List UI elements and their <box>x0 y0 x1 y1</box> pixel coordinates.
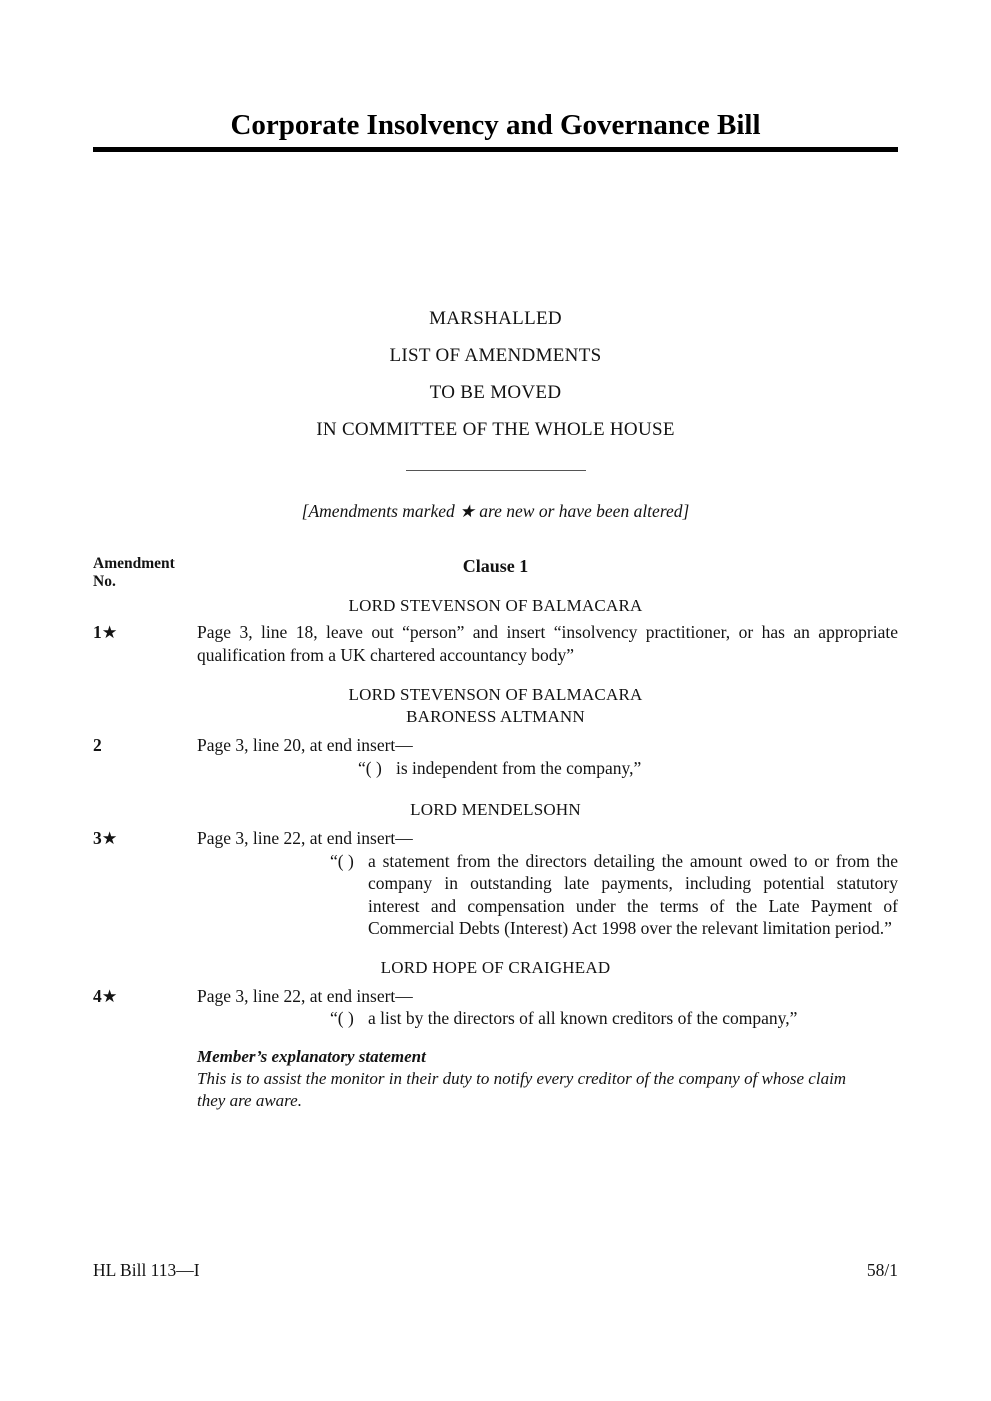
amendment-body-4 <box>93 985 898 1030</box>
marshalled-heading-block <box>0 300 991 448</box>
insert-text: is independent from the company,” <box>396 757 642 778</box>
sponsor-line: LORD HOPE OF CRAIGHEAD <box>380 957 611 977</box>
amendment-insert <box>197 850 898 940</box>
amendment-number-value: 4 <box>93 985 102 1006</box>
new-amendment-star-icon: ★ <box>101 985 118 1006</box>
new-amendment-star-icon: ★ <box>101 622 118 642</box>
amendment-number <box>93 827 117 850</box>
star-note: [Amendments marked ★ are new or have been altered] <box>301 501 690 521</box>
amendment-body-3 <box>93 827 898 940</box>
amendment-text: Page 3, line 20, at end insert— <box>197 735 413 755</box>
amendment-group-1 <box>93 595 898 666</box>
amendment-number <box>93 985 117 1008</box>
explanatory-statement <box>93 1046 898 1112</box>
session-sheet-number: 58/1 <box>866 1260 898 1280</box>
section-divider-rule <box>406 470 586 471</box>
bill-print-number: HL Bill 113—I <box>93 1260 200 1280</box>
sponsor-line: LORD STEVENSON OF BALMACARA <box>348 685 643 704</box>
page-footer <box>93 1260 898 1281</box>
amendment-group-2 <box>93 684 898 779</box>
amendment-number-value: 3 <box>93 828 102 848</box>
insert-paragraph-marker: “( ) <box>330 1008 354 1028</box>
heading-line-marshalled: MARSHALLED <box>429 308 562 329</box>
amendment-number-value: 1 <box>93 622 102 642</box>
amendment-no-label-line2: No. <box>93 573 116 590</box>
heading-line-list-of-amendments: LIST OF AMENDMENTS <box>389 345 602 366</box>
amendment-body-1 <box>93 621 898 666</box>
insert-paragraph-marker: “( ) <box>358 757 382 778</box>
amendment-header-row <box>93 555 898 595</box>
heading-line-committee: IN COMMITTEE OF THE WHOLE HOUSE <box>316 419 675 440</box>
insert-text: a statement from the directors detailing the amount owed to or from the company in outstanding late payments, including potential statutory interest and compensation under the terms of the Late Payment of Commercial Debts (Interest) Act 1998 over the relevant limitation period.” <box>368 850 898 938</box>
amendment-number-value: 2 <box>93 735 102 755</box>
amendment-insert <box>197 757 898 780</box>
clause-heading: Clause 1 <box>462 556 529 576</box>
sponsor-line: LORD STEVENSON OF BALMACARA <box>348 596 643 615</box>
amendment-text: Page 3, line 22, at end insert— <box>197 828 413 848</box>
amendment-body-2 <box>93 734 898 779</box>
amendment-number <box>93 734 102 757</box>
amendment-text: Page 3, line 22, at end insert— <box>197 985 413 1006</box>
explanatory-statement-text: This is to assist the monitor in their duty to notify every creditor of the company of whose claim they are aware. <box>197 1068 847 1110</box>
sponsor-line: LORD MENDELSOHN <box>410 800 581 819</box>
heading-line-to-be-moved: TO BE MOVED <box>429 382 562 403</box>
explanatory-statement-heading: Member’s explanatory statement <box>197 1046 426 1066</box>
amendment-no-label-line1: Amendment <box>93 555 175 572</box>
amendment-insert <box>197 1007 898 1030</box>
amendment-group-3 <box>93 799 898 940</box>
amendment-text: Page 3, line 18, leave out “person” and insert “insolvency practitioner, or has an appropriate qualification from a UK chartered accountancy body” <box>197 622 898 665</box>
bill-title: Corporate Insolvency and Governance Bill <box>230 109 761 141</box>
insert-text: a list by the directors of all known creditors of the company,” <box>368 1008 798 1028</box>
insert-paragraph-marker: “( ) <box>330 850 354 871</box>
amendment-number <box>93 621 117 644</box>
new-amendment-star-icon: ★ <box>101 828 118 848</box>
title-double-rule <box>93 147 898 152</box>
amendment-group-4 <box>93 957 898 1030</box>
sponsor-line: BARONESS ALTMANN <box>406 707 585 726</box>
amendment-no-column-label <box>93 555 175 591</box>
